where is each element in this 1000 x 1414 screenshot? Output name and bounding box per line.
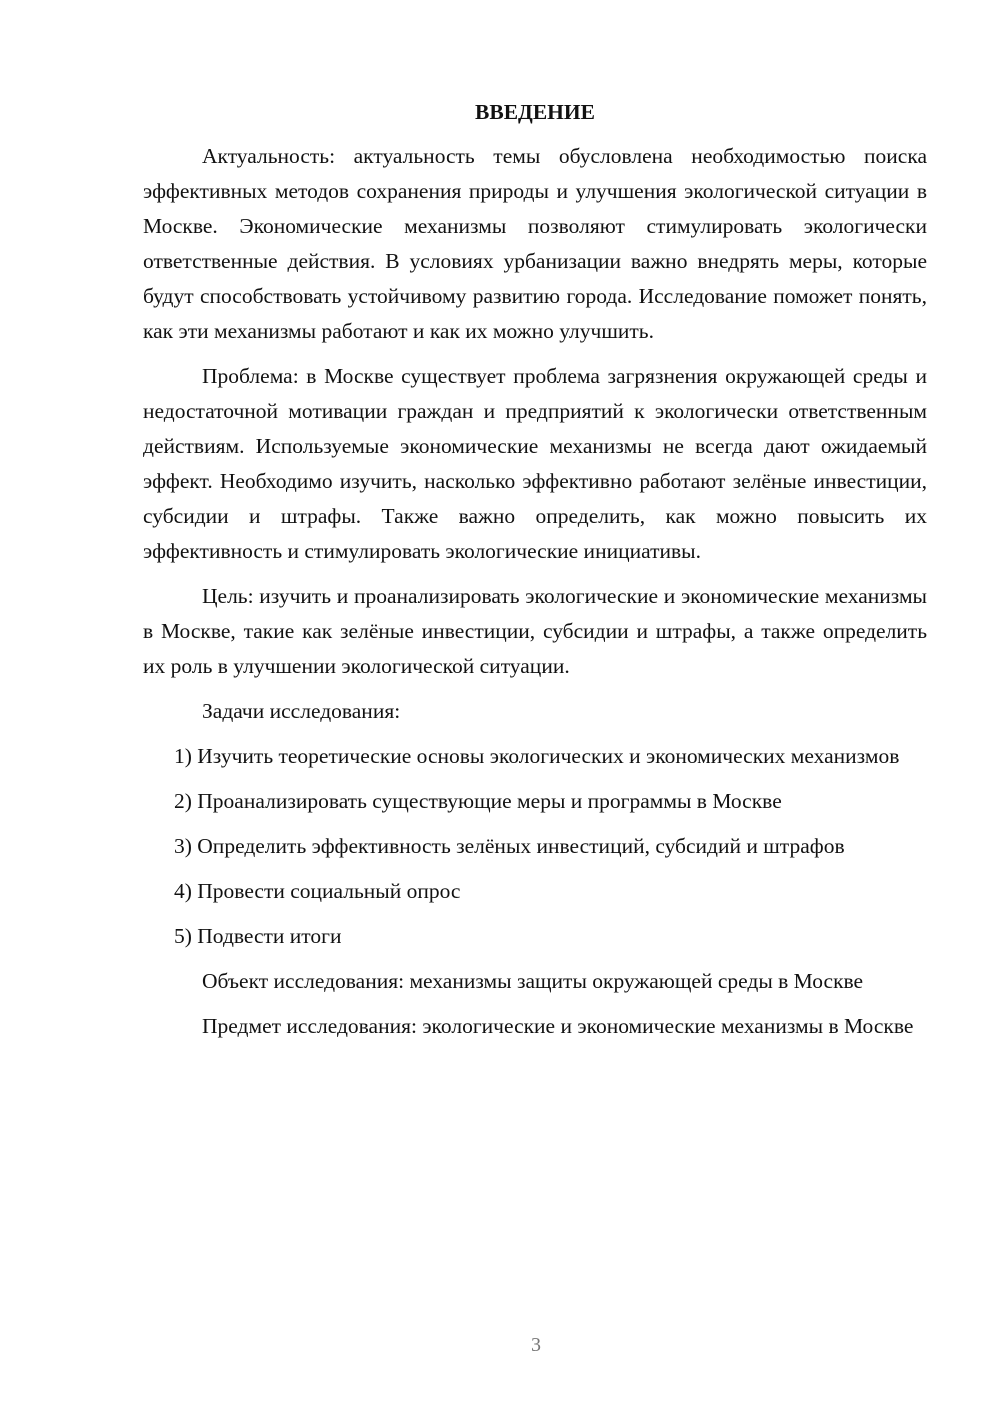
paragraph-problem: Проблема: в Москве существует проблема загрязнения окружающей среды и недостаточной мотивации граждан и предприятий к экологически ответственным действиям. Используемые экономические механизмы не всегда дают ожидаемый эффект. Необходимо изучить, насколько эффективно работают зелёные инвестиции, субсидии и штрафы. Также важно определить, как можно повысить их эффективность и стимулировать экологические инициативы. bbox=[143, 364, 927, 563]
section-title: ВВЕДЕНИЕ bbox=[475, 100, 595, 124]
task-item-1: 1) Изучить теоретические основы экологических и экономических механизмов bbox=[174, 744, 900, 768]
task-item-4: 4) Провести социальный опрос bbox=[174, 879, 461, 903]
paragraph-object: Объект исследования: механизмы защиты окружающей среды в Москве bbox=[202, 969, 864, 993]
page-number: 3 bbox=[531, 1334, 541, 1356]
task-item-5: 5) Подвести итоги bbox=[174, 924, 342, 948]
paragraph-subject: Предмет исследования: экологические и экономические механизмы в Москве bbox=[202, 1014, 914, 1038]
paragraph-relevance: Актуальность: актуальность темы обусловлена необходимостью поиска эффективных методов сохранения природы и улучшения экологической ситуации в Москве. Экономические механизмы позволяют стимулировать экологически ответственные действия. В условиях урбанизации важно внедрять меры, которые будут способствовать устойчивому развитию города. Исследование поможет понять, как эти механизмы работают и как их можно улучшить. bbox=[143, 144, 927, 343]
page-content bbox=[143, 95, 927, 1054]
task-item-2: 2) Проанализировать существующие меры и программы в Москве bbox=[174, 789, 782, 813]
paragraph-goal: Цель: изучить и проанализировать экологические и экономические механизмы в Москве, такие как зелёные инвестиции, субсидии и штрафы, а также определить их роль в улучшении экологической ситуации. bbox=[143, 584, 927, 678]
task-item-3: 3) Определить эффективность зелёных инвестиций, субсидий и штрафов bbox=[174, 834, 845, 858]
tasks-heading: Задачи исследования: bbox=[202, 699, 401, 723]
